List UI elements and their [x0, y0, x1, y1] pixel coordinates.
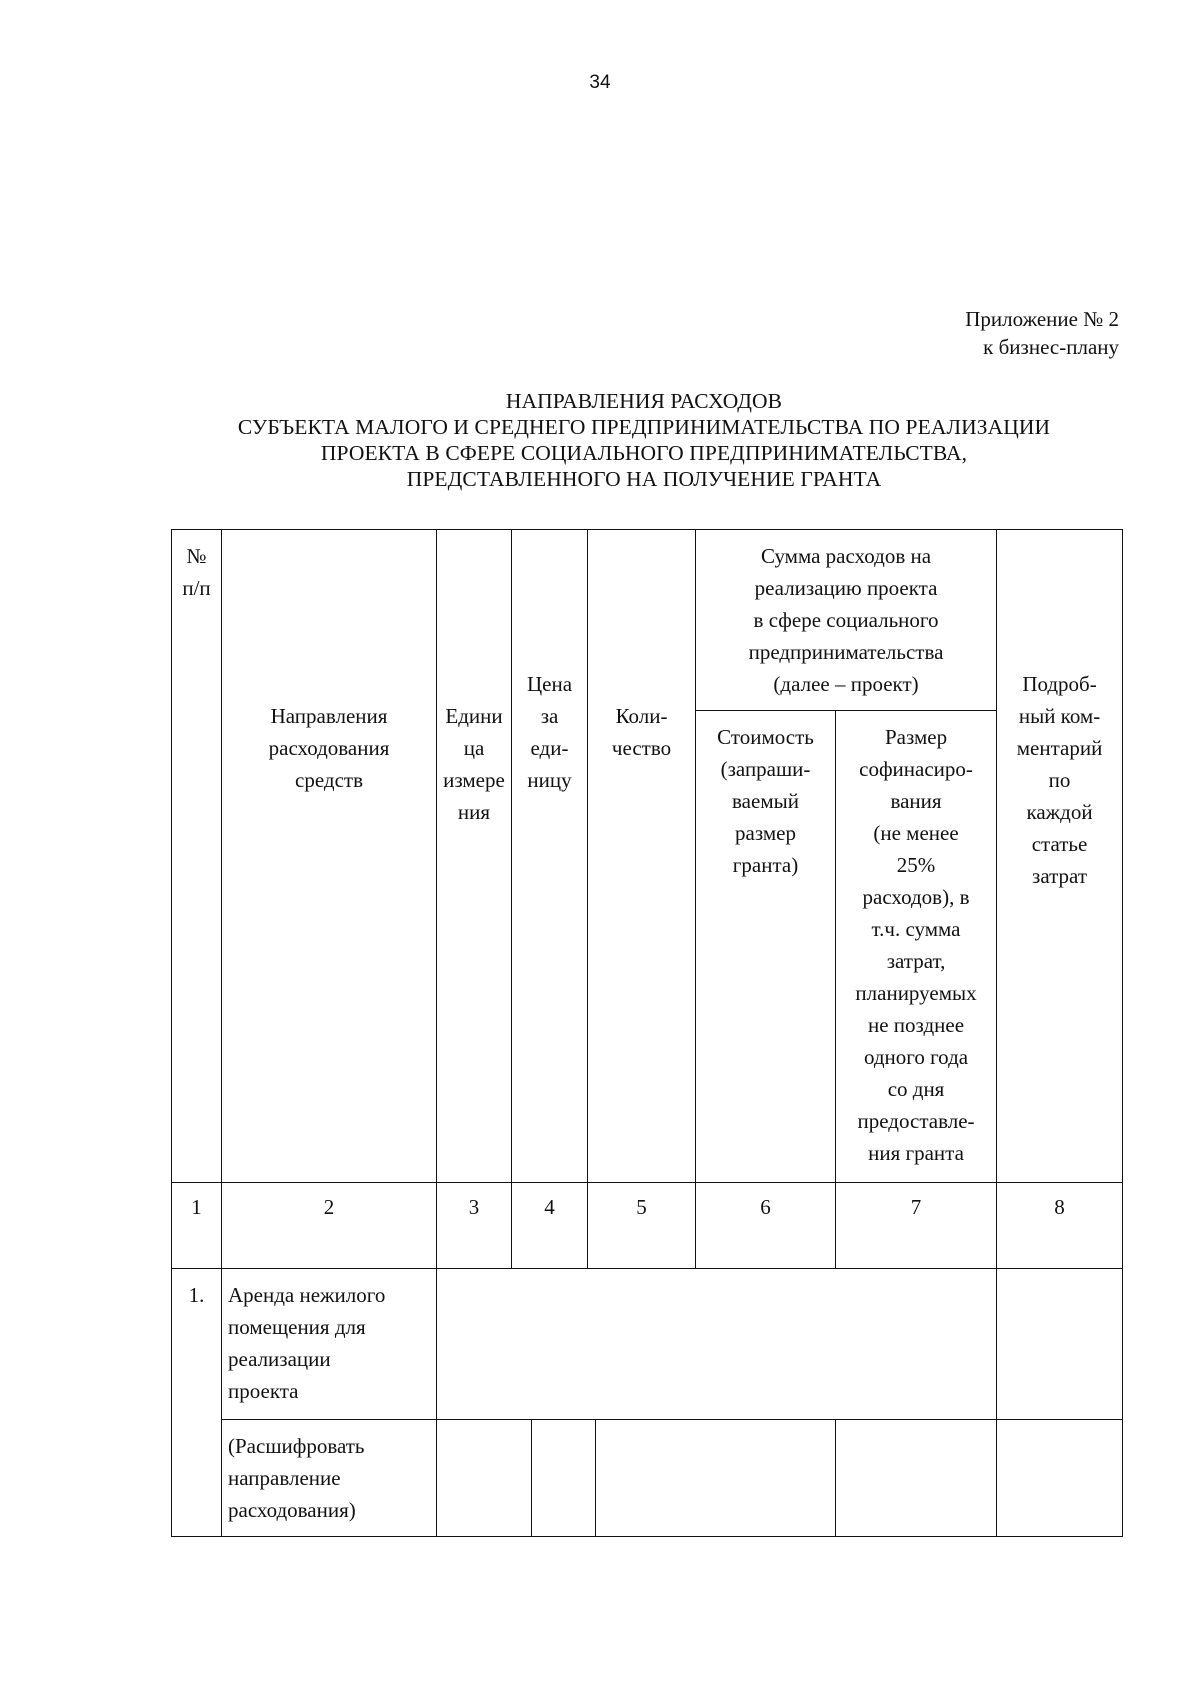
header-text: Коли-: [615, 704, 668, 728]
header-text: чество: [611, 736, 672, 760]
cell-text: Аренда нежилого: [228, 1283, 386, 1307]
header-text: Едини: [445, 704, 503, 728]
header-text: еди-: [530, 736, 569, 760]
appendix-line: Приложение № 2: [965, 307, 1119, 331]
merged-empty-cell: [437, 1269, 997, 1420]
column-number: 4: [512, 1183, 588, 1269]
header-text: предпринимательства: [748, 640, 944, 664]
header-text: по: [1048, 768, 1071, 792]
header-text: измере: [443, 768, 505, 792]
header-text: софинасиро-: [859, 757, 973, 781]
header-comment: [997, 530, 1123, 1183]
header-text: за: [540, 704, 559, 728]
header-text: каждой: [1026, 800, 1093, 824]
header-text: расходов), в: [862, 885, 970, 909]
header-text: Сумма расходов на: [760, 544, 932, 568]
cell-text: расходования): [228, 1498, 356, 1522]
appendix-label: [965, 305, 1119, 361]
header-text: (не менее: [873, 821, 959, 845]
header-sum-group: [696, 530, 997, 711]
cell-text: направление: [228, 1466, 341, 1490]
header-text: статье: [1031, 832, 1088, 856]
header-text: п/п: [182, 576, 211, 600]
header-text: т.ч. сумма: [871, 917, 961, 941]
header-text: затрат,: [886, 949, 946, 973]
header-text: не позднее: [868, 1013, 965, 1037]
header-text: гранта): [732, 853, 799, 877]
header-text: средств: [295, 768, 363, 792]
table-row: [172, 1269, 1123, 1420]
header-text: ваемый: [732, 789, 799, 813]
header-text: ния гранта: [868, 1141, 964, 1165]
header-unit: [437, 530, 512, 1183]
header-text: ния: [457, 800, 491, 824]
page-number: 34: [589, 72, 611, 93]
document-title: [0, 388, 1200, 492]
column-number: 6: [696, 1183, 836, 1269]
header-text: Подроб-: [1022, 672, 1097, 696]
header-text: ницу: [527, 768, 572, 792]
header-num: [172, 530, 222, 1183]
header-price: [512, 530, 588, 1183]
cell-text: реализации: [228, 1347, 331, 1371]
header-text: ца: [463, 736, 485, 760]
column-number: 1: [172, 1183, 222, 1269]
empty-cell: [836, 1420, 997, 1537]
empty-cell: [997, 1269, 1123, 1420]
header-text: планируемых: [855, 981, 977, 1005]
header-text: (запраши-: [720, 757, 811, 781]
cell-text: помещения для: [228, 1315, 366, 1339]
header-text: Размер: [884, 725, 948, 749]
row-number: 1.: [172, 1269, 222, 1537]
column-number: 2: [222, 1183, 437, 1269]
header-row: [172, 530, 1123, 711]
header-text: затрат: [1032, 864, 1088, 888]
empty-cell: [596, 1420, 836, 1537]
header-quantity: [588, 530, 696, 1183]
header-text: одного года: [863, 1045, 969, 1069]
header-text: реализацию проекта: [754, 576, 938, 600]
header-text: в сфере социального: [753, 608, 939, 632]
header-direction: [222, 530, 437, 1183]
column-number: 5: [588, 1183, 696, 1269]
cell-text: проекта: [228, 1379, 299, 1403]
header-text: Направления: [270, 704, 388, 728]
cell-text: (Расшифровать: [228, 1434, 365, 1458]
header-text: Стоимость: [717, 725, 814, 749]
row-direction: [222, 1269, 437, 1420]
column-numbers-row: [172, 1183, 1123, 1269]
expenses-table: [171, 529, 1123, 1537]
title-line: НАПРАВЛЕНИЯ РАСХОДОВ: [505, 389, 783, 413]
empty-cell: [437, 1420, 532, 1537]
header-text: расходования: [268, 736, 390, 760]
header-cofinancing: [836, 711, 997, 1183]
header-text: 25%: [896, 853, 936, 877]
title-line: СУБЪЕКТА МАЛОГО И СРЕДНЕГО ПРЕДПРИНИМАТЕЛЬСТВА ПО РЕАЛИЗАЦИИ: [237, 415, 1051, 439]
header-text: со дня: [887, 1077, 945, 1101]
header-text: вания: [890, 789, 942, 813]
column-number: 3: [437, 1183, 512, 1269]
title-line: ПРОЕКТА В СФЕРЕ СОЦИАЛЬНОГО ПРЕДПРИНИМАТЕЛЬСТВА,: [320, 441, 968, 465]
empty-cell: [997, 1420, 1123, 1537]
header-text: размер: [735, 821, 796, 845]
table-row: [172, 1420, 1123, 1537]
header-text: ментарий: [1016, 736, 1103, 760]
column-number: 7: [836, 1183, 997, 1269]
appendix-line: к бизнес-плану: [983, 335, 1119, 359]
header-text: ный ком-: [1018, 704, 1101, 728]
header-text: (далее – проект): [773, 672, 919, 696]
title-line: ПРЕДСТАВЛЕННОГО НА ПОЛУЧЕНИЕ ГРАНТА: [406, 467, 882, 491]
header-cost: [696, 711, 836, 1183]
header-text: предоставле-: [857, 1109, 975, 1133]
row-sub-direction: [222, 1420, 437, 1537]
header-text: №: [186, 544, 207, 568]
column-number: 8: [997, 1183, 1123, 1269]
header-text: Цена: [526, 672, 573, 696]
empty-cell: [532, 1420, 596, 1537]
